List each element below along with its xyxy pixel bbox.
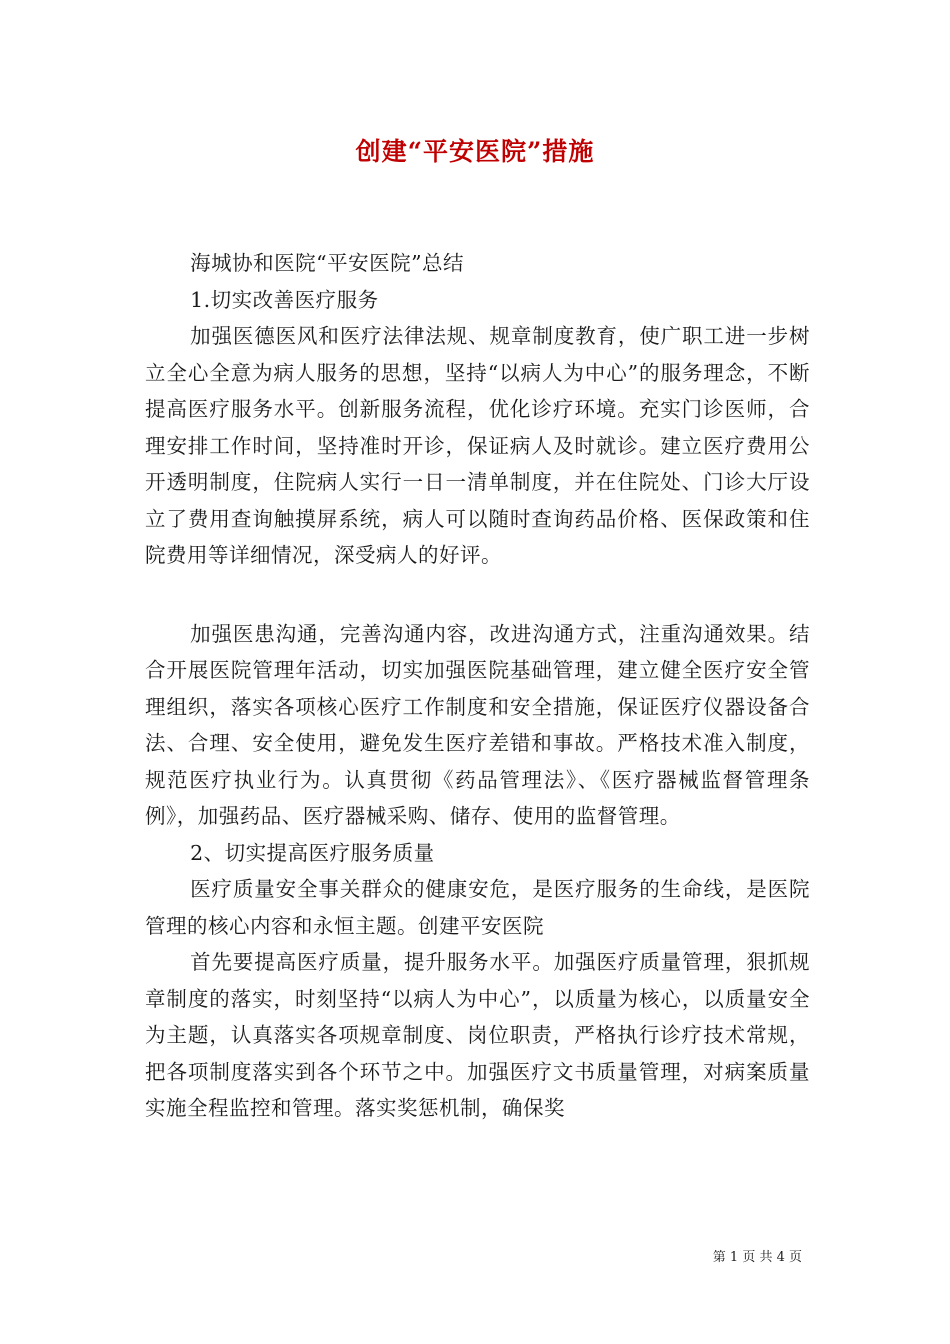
paragraph-service-improvement: 加强医德医风和医疗法律法规、规章制度教育，使广职工进一步树立全心全意为病人服务的思想，坚持“以病人为中心”的服务理念，不断提高医疗服务水平。创新服务流程，优化诊疗环境。充实门诊医师，合理安排工作时间，坚持准时开诊，保证病人及时就诊。建立医疗费用公开透明制度，住院病人实行一日一清单制度，并在住院处、门诊大厅设立了费用查询触摸屏系统，病人可以随时查询药品价格、医保政策和住院费用等详细情况，深受病人的好评。 (145, 324, 810, 567)
document-body (145, 245, 810, 1127)
section-heading-2: 2、切实提高医疗服务质量 (190, 840, 435, 865)
page-number-footer: 第 1 页 共 4 页 (712, 1250, 802, 1265)
paragraph-quality-management: 首先要提高医疗质量，提升服务水平。加强医疗质量管理，狠抓规章制度的落实，时刻坚持“以病人为中心”，以质量为核心，以质量安全为主题，认真落实各项规章制度、岗位职责，严格执行诊疗技术常规，把各项制度落实到各个环节之中。加强医疗文书质量管理，对病案质量实施全程监控和管理。落实奖惩机制，确保奖 (145, 950, 810, 1120)
paragraph-communication: 加强医患沟通，完善沟通内容，改进沟通方式，注重沟通效果。结合开展医院管理年活动，切实加强医院基础管理，建立健全医疗安全管理组织，落实各项核心医疗工作制度和安全措施，保证医疗仪器设备合法、合理、安全使用，避免发生医疗差错和事故。严格技术准入制度，规范医疗执业行为。认真贯彻《药品管理法》、《医疗器械监督管理条例》，加强药品、医疗器械采购、储存、使用的监督管理。 (145, 621, 810, 828)
paragraph-quality-safety: 医疗质量安全事关群众的健康安危，是医疗服务的生命线，是医院管理的核心内容和永恒主题。创建平安医院 (145, 877, 810, 938)
intro-line: 海城协和医院“平安医院”总结 (190, 251, 465, 275)
section-heading-1: 1.切实改善医疗服务 (190, 287, 379, 312)
document-title: 创建“平安医院”措施 (355, 137, 595, 166)
paragraph-gap (145, 574, 810, 616)
